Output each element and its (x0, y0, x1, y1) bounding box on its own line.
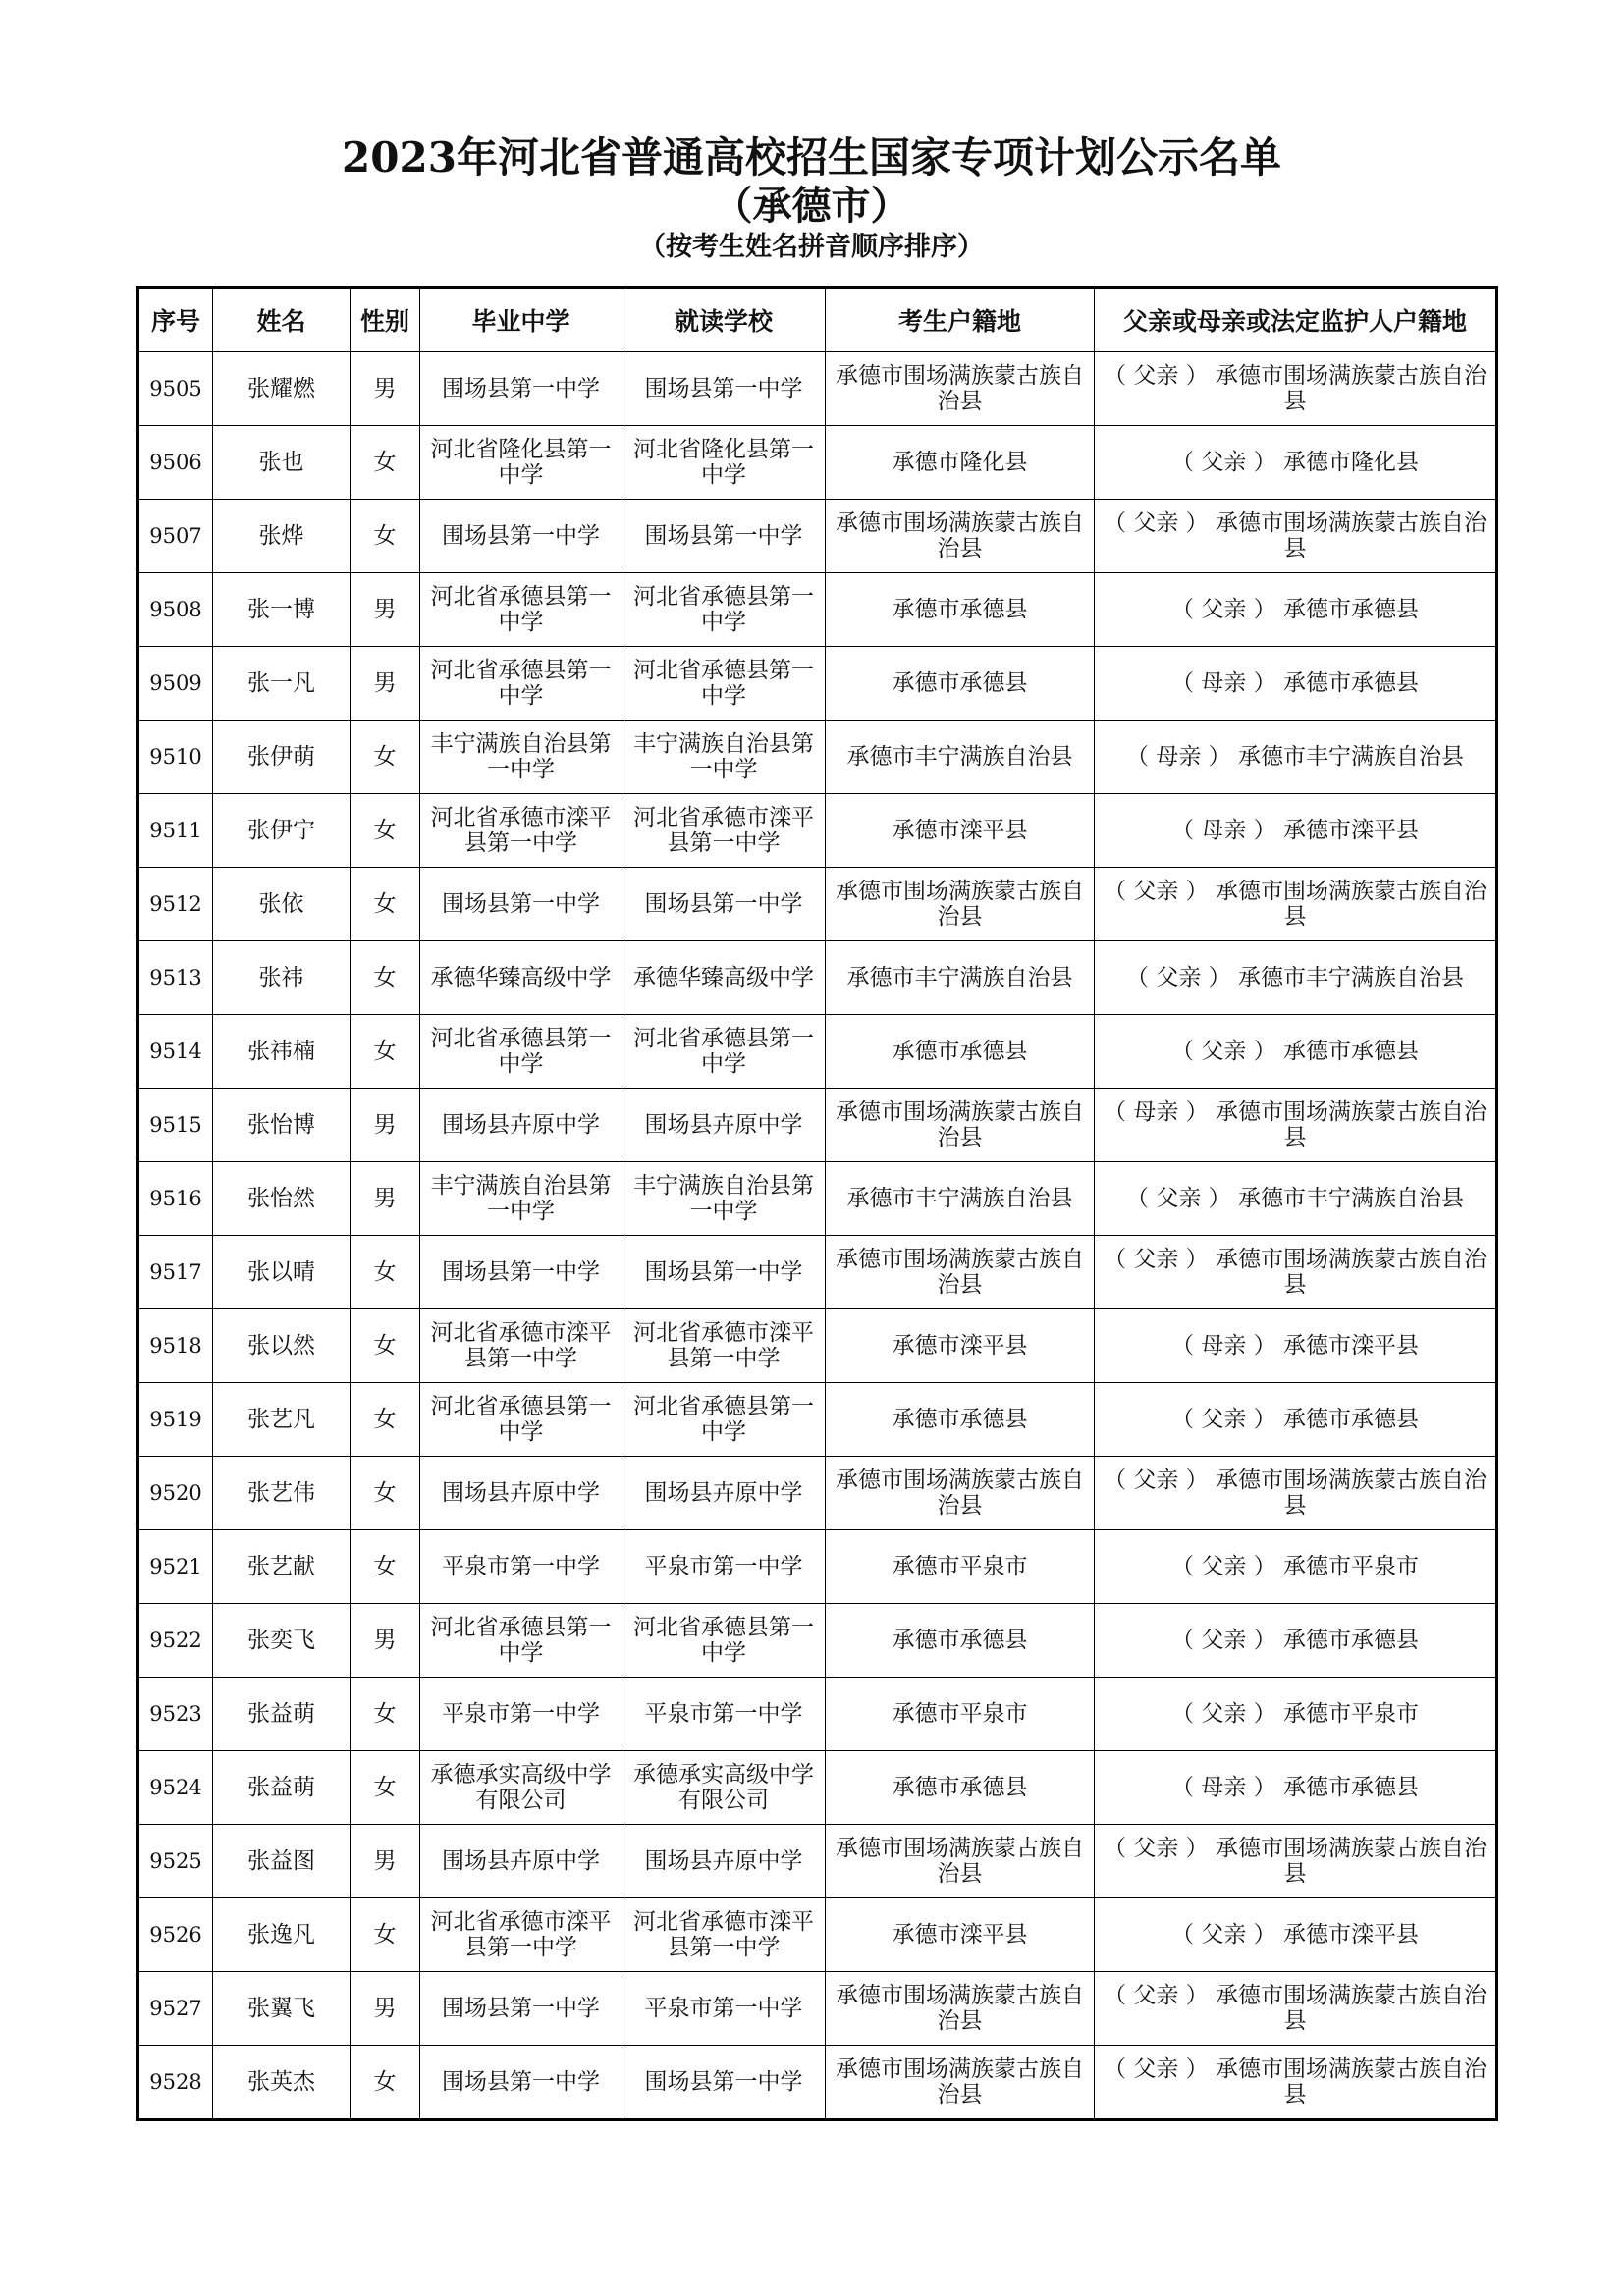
cell-graduate-school: 围场县第一中学 (420, 1236, 622, 1309)
table-row (138, 1309, 1497, 1383)
cell-gender: 男 (351, 1162, 420, 1236)
table-row (138, 1015, 1497, 1089)
cell-gender: 男 (351, 647, 420, 721)
cell-current-school: 河北省承德县第一中学 (622, 1383, 826, 1457)
cell-gender: 女 (351, 1309, 420, 1383)
sort-note: （按考生姓名拼音顺序排序） (639, 232, 984, 262)
column-header-graduate-school: 毕业中学 (420, 288, 622, 352)
cell-student-hukou: 承德市承德县 (826, 1604, 1095, 1678)
cell-graduate-school: 承德承实高级中学有限公司 (420, 1751, 622, 1825)
cell-name: 张祎楠 (213, 1015, 351, 1089)
cell-gender: 女 (351, 1751, 420, 1825)
cell-student-hukou: 承德市丰宁满族自治县 (826, 941, 1095, 1015)
cell-seq: 9513 (138, 941, 213, 1015)
cell-current-school: 围场县第一中学 (622, 868, 826, 941)
table-row (138, 868, 1497, 941)
cell-guardian-hukou: （ 父亲 ） 承德市围场满族蒙古族自治县 (1095, 1972, 1497, 2046)
cell-gender: 男 (351, 1972, 420, 2046)
cell-gender: 女 (351, 1457, 420, 1530)
cell-graduate-school: 河北省承德市滦平县第一中学 (420, 1309, 622, 1383)
cell-current-school: 平泉市第一中学 (622, 1678, 826, 1751)
cell-graduate-school: 河北省承德县第一中学 (420, 647, 622, 721)
cell-graduate-school: 围场县第一中学 (420, 1972, 622, 2046)
cell-gender: 男 (351, 1089, 420, 1162)
cell-gender: 女 (351, 721, 420, 794)
cell-seq: 9528 (138, 2046, 213, 2120)
cell-gender: 男 (351, 352, 420, 426)
table-row (138, 1089, 1497, 1162)
cell-guardian-hukou: （ 母亲 ） 承德市滦平县 (1095, 1309, 1497, 1383)
column-header-gender: 性别 (351, 288, 420, 352)
cell-current-school: 围场县卉原中学 (622, 1089, 826, 1162)
cell-gender: 女 (351, 426, 420, 500)
cell-current-school: 河北省隆化县第一中学 (622, 426, 826, 500)
table-row (138, 352, 1497, 426)
cell-seq: 9514 (138, 1015, 213, 1089)
cell-student-hukou: 承德市围场满族蒙古族自治县 (826, 352, 1095, 426)
table-row (138, 1678, 1497, 1751)
cell-student-hukou: 承德市围场满族蒙古族自治县 (826, 1236, 1095, 1309)
cell-guardian-hukou: （ 父亲 ） 承德市滦平县 (1095, 1898, 1497, 1972)
cell-name: 张艺凡 (213, 1383, 351, 1457)
cell-current-school: 河北省承德县第一中学 (622, 1015, 826, 1089)
cell-gender: 女 (351, 1530, 420, 1604)
cell-graduate-school: 河北省承德市滦平县第一中学 (420, 1898, 622, 1972)
cell-seq: 9506 (138, 426, 213, 500)
cell-current-school: 河北省承德县第一中学 (622, 647, 826, 721)
cell-guardian-hukou: （ 父亲 ） 承德市丰宁满族自治县 (1095, 941, 1497, 1015)
cell-seq: 9521 (138, 1530, 213, 1604)
cell-current-school: 河北省承德县第一中学 (622, 573, 826, 647)
cell-guardian-hukou: （ 母亲 ） 承德市丰宁满族自治县 (1095, 721, 1497, 794)
table-row (138, 1236, 1497, 1309)
cell-current-school: 河北省承德市滦平县第一中学 (622, 794, 826, 868)
cell-name: 张一凡 (213, 647, 351, 721)
cell-seq: 9523 (138, 1678, 213, 1751)
cell-seq: 9505 (138, 352, 213, 426)
table-row (138, 1457, 1497, 1530)
cell-student-hukou: 承德市滦平县 (826, 794, 1095, 868)
cell-student-hukou: 承德市承德县 (826, 573, 1095, 647)
cell-student-hukou: 承德市承德县 (826, 1383, 1095, 1457)
cell-current-school: 平泉市第一中学 (622, 1530, 826, 1604)
cell-gender: 男 (351, 1604, 420, 1678)
cell-name: 张以晴 (213, 1236, 351, 1309)
cell-gender: 女 (351, 1678, 420, 1751)
cell-seq: 9515 (138, 1089, 213, 1162)
page-subtitle: （承德市） (713, 183, 910, 229)
cell-guardian-hukou: （ 母亲 ） 承德市滦平县 (1095, 794, 1497, 868)
cell-student-hukou: 承德市围场满族蒙古族自治县 (826, 1089, 1095, 1162)
cell-current-school: 围场县第一中学 (622, 500, 826, 573)
cell-graduate-school: 河北省承德市滦平县第一中学 (420, 794, 622, 868)
page-title: 2023年河北省普通高校招生国家专项计划公示名单 (342, 133, 1281, 182)
roster-table (136, 286, 1498, 2121)
cell-current-school: 河北省承德市滦平县第一中学 (622, 1898, 826, 1972)
cell-graduate-school: 围场县卉原中学 (420, 1089, 622, 1162)
cell-guardian-hukou: （ 母亲 ） 承德市承德县 (1095, 647, 1497, 721)
cell-current-school: 丰宁满族自治县第一中学 (622, 1162, 826, 1236)
cell-graduate-school: 河北省承德县第一中学 (420, 1604, 622, 1678)
cell-seq: 9517 (138, 1236, 213, 1309)
cell-current-school: 围场县第一中学 (622, 352, 826, 426)
cell-guardian-hukou: （ 父亲 ） 承德市围场满族蒙古族自治县 (1095, 1236, 1497, 1309)
cell-graduate-school: 承德华臻高级中学 (420, 941, 622, 1015)
cell-seq: 9516 (138, 1162, 213, 1236)
table-row (138, 2046, 1497, 2120)
cell-name: 张以然 (213, 1309, 351, 1383)
table-row (138, 1972, 1497, 2046)
cell-gender: 女 (351, 2046, 420, 2120)
cell-guardian-hukou: （ 父亲 ） 承德市围场满族蒙古族自治县 (1095, 352, 1497, 426)
cell-name: 张艺献 (213, 1530, 351, 1604)
cell-name: 张翼飞 (213, 1972, 351, 2046)
cell-student-hukou: 承德市围场满族蒙古族自治县 (826, 2046, 1095, 2120)
cell-name: 张耀燃 (213, 352, 351, 426)
cell-guardian-hukou: （ 父亲 ） 承德市承德县 (1095, 1604, 1497, 1678)
cell-name: 张逸凡 (213, 1898, 351, 1972)
cell-seq: 9512 (138, 868, 213, 941)
cell-seq: 9511 (138, 794, 213, 868)
cell-seq: 9509 (138, 647, 213, 721)
cell-seq: 9524 (138, 1751, 213, 1825)
cell-graduate-school: 平泉市第一中学 (420, 1678, 622, 1751)
cell-student-hukou: 承德市丰宁满族自治县 (826, 1162, 1095, 1236)
cell-name: 张艺伟 (213, 1457, 351, 1530)
cell-name: 张怡然 (213, 1162, 351, 1236)
cell-guardian-hukou: （ 父亲 ） 承德市承德县 (1095, 1383, 1497, 1457)
cell-guardian-hukou: （ 父亲 ） 承德市围场满族蒙古族自治县 (1095, 1825, 1497, 1898)
cell-name: 张益图 (213, 1825, 351, 1898)
table-row (138, 794, 1497, 868)
column-header-guardian-hukou: 父亲或母亲或法定监护人户籍地 (1095, 288, 1497, 352)
cell-name: 张怡博 (213, 1089, 351, 1162)
cell-name: 张一博 (213, 573, 351, 647)
cell-name: 张伊萌 (213, 721, 351, 794)
cell-current-school: 围场县第一中学 (622, 2046, 826, 2120)
cell-student-hukou: 承德市滦平县 (826, 1898, 1095, 1972)
table-header-row (138, 288, 1497, 352)
cell-current-school: 河北省承德市滦平县第一中学 (622, 1309, 826, 1383)
cell-guardian-hukou: （ 父亲 ） 承德市承德县 (1095, 573, 1497, 647)
cell-student-hukou: 承德市围场满族蒙古族自治县 (826, 868, 1095, 941)
cell-name: 张奕飞 (213, 1604, 351, 1678)
cell-current-school: 承德华臻高级中学 (622, 941, 826, 1015)
cell-seq: 9507 (138, 500, 213, 573)
cell-gender: 女 (351, 1383, 420, 1457)
cell-name: 张益萌 (213, 1751, 351, 1825)
cell-guardian-hukou: （ 父亲 ） 承德市丰宁满族自治县 (1095, 1162, 1497, 1236)
cell-gender: 女 (351, 868, 420, 941)
cell-seq: 9508 (138, 573, 213, 647)
column-header-current-school: 就读学校 (622, 288, 826, 352)
cell-gender: 女 (351, 1898, 420, 1972)
cell-graduate-school: 平泉市第一中学 (420, 1530, 622, 1604)
cell-graduate-school: 河北省隆化县第一中学 (420, 426, 622, 500)
cell-guardian-hukou: （ 母亲 ） 承德市围场满族蒙古族自治县 (1095, 1089, 1497, 1162)
cell-current-school: 河北省承德县第一中学 (622, 1604, 826, 1678)
cell-graduate-school: 围场县第一中学 (420, 2046, 622, 2120)
table-row (138, 647, 1497, 721)
table-row (138, 500, 1497, 573)
cell-name: 张也 (213, 426, 351, 500)
cell-student-hukou: 承德市滦平县 (826, 1309, 1095, 1383)
cell-graduate-school: 丰宁满族自治县第一中学 (420, 721, 622, 794)
cell-guardian-hukou: （ 母亲 ） 承德市承德县 (1095, 1751, 1497, 1825)
cell-student-hukou: 承德市围场满族蒙古族自治县 (826, 500, 1095, 573)
cell-student-hukou: 承德市平泉市 (826, 1678, 1095, 1751)
cell-graduate-school: 围场县卉原中学 (420, 1825, 622, 1898)
cell-guardian-hukou: （ 父亲 ） 承德市围场满族蒙古族自治县 (1095, 500, 1497, 573)
cell-seq: 9519 (138, 1383, 213, 1457)
cell-gender: 女 (351, 941, 420, 1015)
cell-guardian-hukou: （ 父亲 ） 承德市围场满族蒙古族自治县 (1095, 1457, 1497, 1530)
cell-current-school: 围场县第一中学 (622, 1236, 826, 1309)
cell-guardian-hukou: （ 父亲 ） 承德市承德县 (1095, 1015, 1497, 1089)
cell-gender: 女 (351, 794, 420, 868)
cell-seq: 9526 (138, 1898, 213, 1972)
cell-graduate-school: 丰宁满族自治县第一中学 (420, 1162, 622, 1236)
cell-current-school: 围场县卉原中学 (622, 1825, 826, 1898)
cell-graduate-school: 围场县第一中学 (420, 352, 622, 426)
cell-guardian-hukou: （ 父亲 ） 承德市平泉市 (1095, 1530, 1497, 1604)
cell-graduate-school: 河北省承德县第一中学 (420, 573, 622, 647)
cell-current-school: 平泉市第一中学 (622, 1972, 826, 2046)
cell-gender: 男 (351, 1825, 420, 1898)
table-row (138, 1383, 1497, 1457)
cell-name: 张烨 (213, 500, 351, 573)
cell-current-school: 承德承实高级中学有限公司 (622, 1751, 826, 1825)
cell-graduate-school: 河北省承德县第一中学 (420, 1015, 622, 1089)
table-row (138, 1751, 1497, 1825)
cell-student-hukou: 承德市承德县 (826, 647, 1095, 721)
cell-graduate-school: 围场县第一中学 (420, 500, 622, 573)
cell-seq: 9518 (138, 1309, 213, 1383)
cell-seq: 9527 (138, 1972, 213, 2046)
cell-name: 张益萌 (213, 1678, 351, 1751)
cell-guardian-hukou: （ 父亲 ） 承德市平泉市 (1095, 1678, 1497, 1751)
table-row (138, 1604, 1497, 1678)
cell-gender: 女 (351, 500, 420, 573)
cell-gender: 男 (351, 573, 420, 647)
column-header-seq: 序号 (138, 288, 213, 352)
cell-student-hukou: 承德市围场满族蒙古族自治县 (826, 1825, 1095, 1898)
cell-current-school: 围场县卉原中学 (622, 1457, 826, 1530)
cell-seq: 9522 (138, 1604, 213, 1678)
cell-seq: 9525 (138, 1825, 213, 1898)
table-row (138, 426, 1497, 500)
cell-gender: 女 (351, 1236, 420, 1309)
table-row (138, 721, 1497, 794)
cell-name: 张英杰 (213, 2046, 351, 2120)
cell-student-hukou: 承德市隆化县 (826, 426, 1095, 500)
cell-current-school: 丰宁满族自治县第一中学 (622, 721, 826, 794)
cell-graduate-school: 围场县第一中学 (420, 868, 622, 941)
cell-graduate-school: 围场县卉原中学 (420, 1457, 622, 1530)
cell-student-hukou: 承德市承德县 (826, 1751, 1095, 1825)
column-header-student-hukou: 考生户籍地 (826, 288, 1095, 352)
cell-name: 张祎 (213, 941, 351, 1015)
cell-student-hukou: 承德市承德县 (826, 1015, 1095, 1089)
cell-seq: 9520 (138, 1457, 213, 1530)
table-row (138, 1530, 1497, 1604)
table-row (138, 1825, 1497, 1898)
column-header-name: 姓名 (213, 288, 351, 352)
cell-guardian-hukou: （ 父亲 ） 承德市围场满族蒙古族自治县 (1095, 868, 1497, 941)
cell-guardian-hukou: （ 父亲 ） 承德市隆化县 (1095, 426, 1497, 500)
table-row (138, 1898, 1497, 1972)
cell-gender: 女 (351, 1015, 420, 1089)
table-row (138, 1162, 1497, 1236)
cell-graduate-school: 河北省承德县第一中学 (420, 1383, 622, 1457)
cell-student-hukou: 承德市围场满族蒙古族自治县 (826, 1972, 1095, 2046)
cell-student-hukou: 承德市丰宁满族自治县 (826, 721, 1095, 794)
cell-student-hukou: 承德市围场满族蒙古族自治县 (826, 1457, 1095, 1530)
cell-name: 张伊宁 (213, 794, 351, 868)
cell-seq: 9510 (138, 721, 213, 794)
table-row (138, 573, 1497, 647)
cell-guardian-hukou: （ 父亲 ） 承德市围场满族蒙古族自治县 (1095, 2046, 1497, 2120)
table-row (138, 941, 1497, 1015)
cell-name: 张依 (213, 868, 351, 941)
cell-student-hukou: 承德市平泉市 (826, 1530, 1095, 1604)
